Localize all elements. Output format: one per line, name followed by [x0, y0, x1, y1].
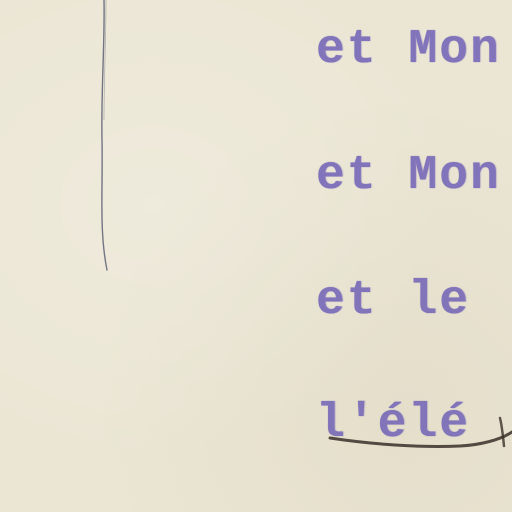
typed-line-4: l'élé — [316, 397, 471, 451]
typed-line-1: et Mon — [316, 23, 501, 77]
typed-line-2: et Mon — [316, 149, 501, 203]
typed-line-3: et le — [316, 274, 471, 328]
